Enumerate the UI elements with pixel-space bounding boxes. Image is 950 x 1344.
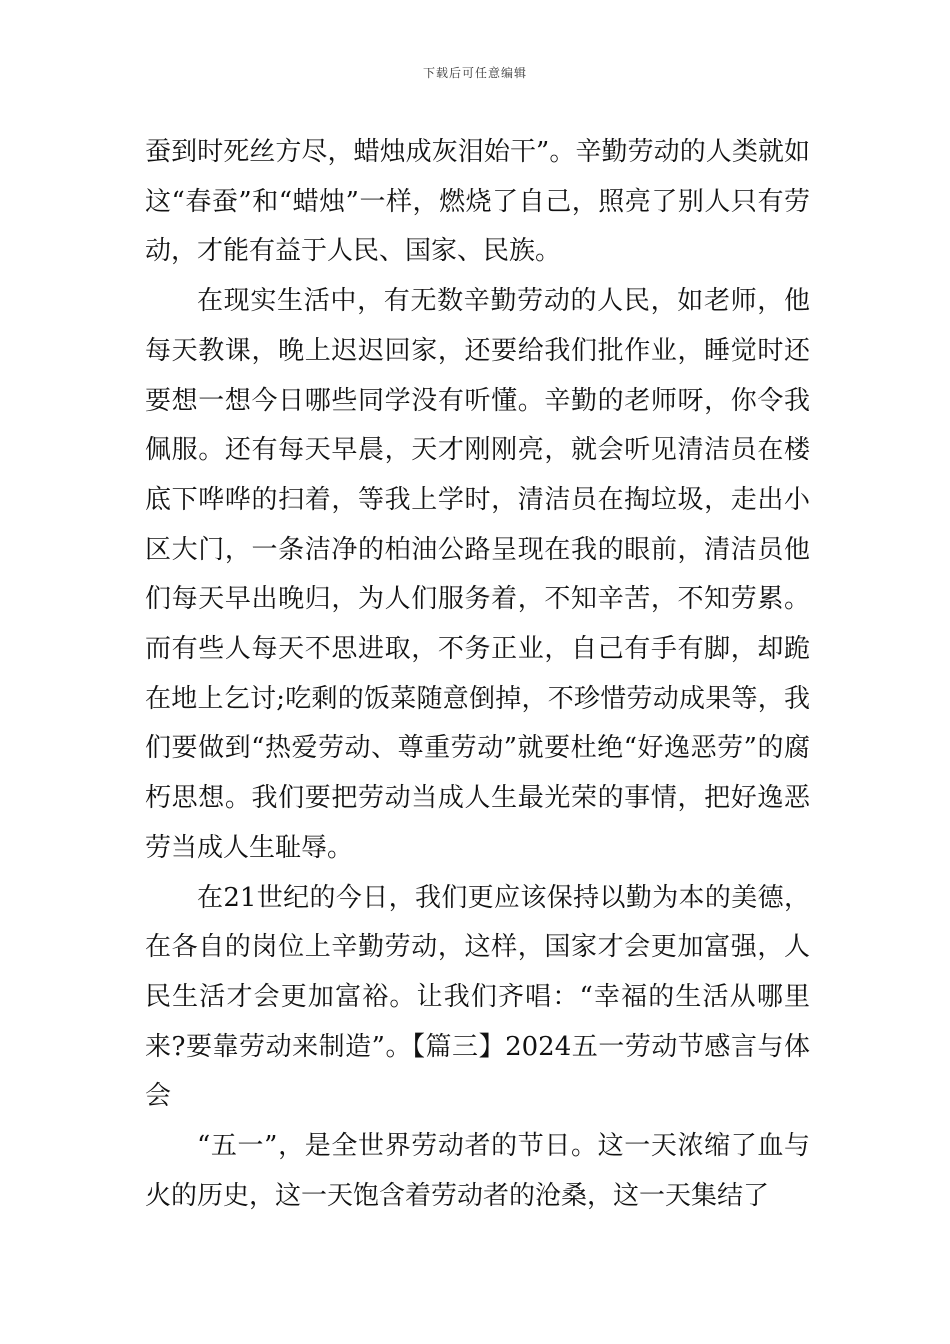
paragraph-4: “五一”，是全世界劳动者的节日。这一天浓缩了血与火的历史，这一天饱含着劳动者的沧桑，这一天集结了 xyxy=(145,1131,810,1211)
paragraph-3: 在21世纪的今日，我们更应该保持以勤为本的美德，在各自的岗位上辛勤劳动，这样，国家才会更加富强，人民生活才会更加富裕。让我们齐唱：“幸福的生活从哪里来?要靠劳动来制造”。【篇三】2024五一劳动节感言与体会 xyxy=(145,882,810,1112)
page-header: 下载后可任意编辑 xyxy=(422,66,527,80)
paragraph-1: 蚕到时死丝方尽，蜡烛成灰泪始干”。辛勤劳动的人类就如这“春蚕”和“蜡烛”一样，燃烧了自己，照亮了别人只有劳动，才能有益于人民、国家、民族。 xyxy=(145,137,810,267)
paragraph-2: 在现实生活中，有无数辛勤劳动的人民，如老师，他每天教课，晚上迟迟回家，还要给我们批作业，睡觉时还要想一想今日哪些同学没有听懂。辛勤的老师呀，你令我佩服。还有每天早晨，天才刚刚亮，就会听见清洁员在楼底下哗哗的扫着，等我上学时，清洁员在掏垃圾，走出小区大门，一条洁净的柏油公路呈现在我的眼前，清洁员他们每天早出晚归，为人们服务着，不知辛苦，不知劳累。而有些人每天不思进取，不务正业，自己有手有脚，却跪在地上乞讨;吃剩的饭菜随意倒掉，不珍惜劳动成果等，我们要做到“热爱劳动、尊重劳动”就要杜绝“好逸恶劳”的腐朽思想。我们要把劳动当成人生最光荣的事情，把好逸恶劳当成人生耻辱。 xyxy=(145,286,810,863)
document-body xyxy=(145,128,810,1221)
